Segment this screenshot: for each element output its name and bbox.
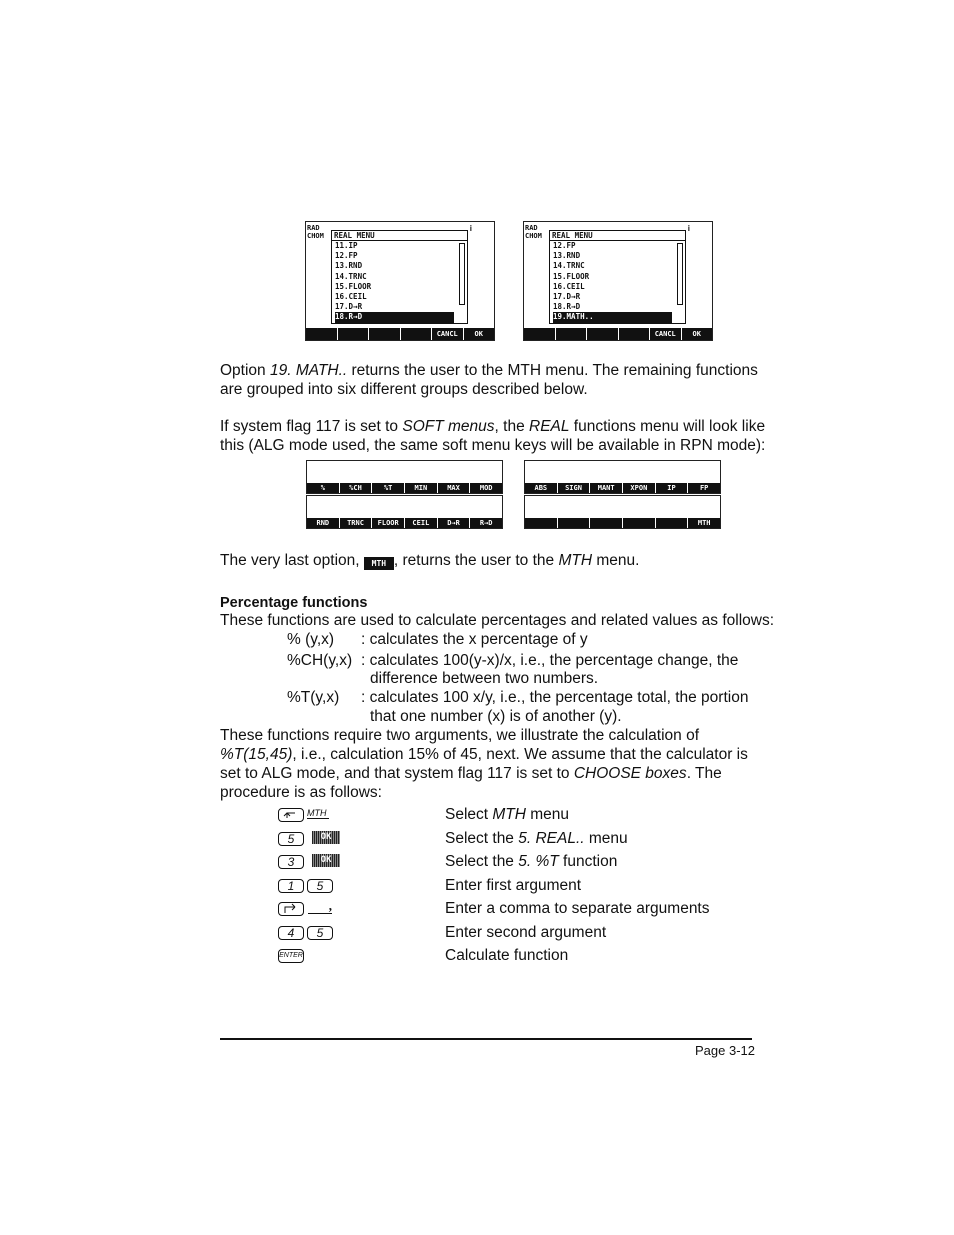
page-number: Page 3-12 xyxy=(695,1043,755,1058)
calc-screen-left xyxy=(305,221,495,341)
soft-key xyxy=(525,518,557,528)
step-7-text: Calculate function xyxy=(445,947,569,964)
mode-indicator: RAD CHOM xyxy=(307,224,324,240)
soft-key: MANT xyxy=(589,483,622,493)
scrollbar xyxy=(459,243,465,305)
def-desc: : calculates the x percentage of y xyxy=(361,631,588,648)
step-3-text: Select the 5. %T function xyxy=(445,853,618,870)
soft-key: FP xyxy=(687,483,720,493)
soft-key: IP xyxy=(655,483,688,493)
choose-box xyxy=(331,230,468,324)
menu-item: 12.FP xyxy=(335,251,358,261)
right-shift-key xyxy=(278,902,304,916)
ok-softkey: OK xyxy=(312,831,340,844)
comma-key-label: , xyxy=(308,901,332,914)
menu-item: 11.IP xyxy=(335,241,358,250)
soft-key: ABS xyxy=(534,484,548,492)
left-shift-icon xyxy=(279,809,303,821)
soft-menu-bar xyxy=(306,328,494,340)
paragraph-option-19: Option 19. MATH.. returns the user to the MTH menu. The remaining functions are grouped into six different groups described below. xyxy=(220,362,758,398)
soft-key: D→R xyxy=(437,518,470,528)
menu-item: 16.CEIL xyxy=(553,281,585,291)
soft-menu-bar xyxy=(524,328,712,340)
soft-key-cancel: CANCL xyxy=(649,328,681,340)
soft-key-empty xyxy=(524,328,555,340)
section-title: Percentage functions xyxy=(220,595,368,611)
soft-key: MOD xyxy=(469,483,502,493)
menu-item: 16.CEIL xyxy=(335,291,367,301)
def-fn: % (y,x) xyxy=(287,631,335,648)
key-5: 5 xyxy=(278,832,304,846)
menu-item: 15.FLOOR xyxy=(553,271,590,281)
soft-key-ok: OK xyxy=(463,328,495,340)
key-4: 4 xyxy=(278,926,304,940)
section-intro: These functions are used to calculate percentages and related values as follows: xyxy=(220,612,775,629)
menu-item: 13.RND xyxy=(335,261,363,271)
mth-softkey-icon: MTH xyxy=(364,557,394,570)
menu-item: 17.D→R xyxy=(335,302,363,312)
left-shift-key xyxy=(278,808,304,822)
step-2-text: Select the 5. REAL.. menu xyxy=(445,830,628,847)
soft-key: MIN xyxy=(404,483,437,493)
step-6-text: Enter second argument xyxy=(445,924,607,941)
menu-item: 18.R→D xyxy=(553,302,581,312)
step-4-text: Enter first argument xyxy=(445,877,582,894)
step-1-text: Select MTH menu xyxy=(445,806,570,823)
soft-key xyxy=(557,518,590,528)
enter-key: ENTER xyxy=(278,949,304,963)
soft-key: MAX xyxy=(437,483,470,493)
flag-indicator: i xyxy=(469,224,472,233)
footer-rule xyxy=(220,1038,752,1040)
ok-softkey: OK xyxy=(312,854,340,867)
soft-key: CEIL xyxy=(404,518,437,528)
key-1: 1 xyxy=(278,879,304,893)
menu-item: 15.FLOOR xyxy=(335,281,372,291)
choose-box-title: REAL MENU xyxy=(332,231,467,241)
soft-key-empty xyxy=(618,328,650,340)
soft-key: TRNC xyxy=(339,518,372,528)
soft-key: MTH xyxy=(687,518,720,528)
soft-menu-screen-b xyxy=(524,460,721,494)
soft-key xyxy=(589,518,622,528)
soft-key-ok: OK xyxy=(681,328,713,340)
menu-item: 19.MATH.. xyxy=(553,312,672,322)
step-5-text: Enter a comma to separate arguments xyxy=(445,900,710,917)
def-desc: : calculates 100(y-x)/x, i.e., the percentage change, the xyxy=(361,652,739,669)
soft-key: XPON xyxy=(622,483,655,493)
paragraph-example: These functions require two arguments, we illustrate the calculation of %T(15,45), i.e., calculation 15% of 45, next. We assume that the calculator is set to ALG mode, and that system flag 117 is set to CHOOSE boxes. The procedure is as follows: xyxy=(220,727,748,801)
paragraph-flag-117: If system flag 117 is set to SOFT menus, the REAL functions menu will look like this (ALG mode used, the same soft menu keys will be available in RPN mode): xyxy=(220,418,766,454)
def-desc-cont: that one number (x) is of another (y). xyxy=(370,708,622,725)
soft-key-empty xyxy=(555,328,587,340)
mode-indicator: RAD CHOM xyxy=(525,224,542,240)
def-fn: %CH(y,x) xyxy=(287,652,353,669)
soft-key xyxy=(622,518,655,528)
soft-menu-screen-d xyxy=(524,495,721,529)
soft-key: %T xyxy=(371,483,404,493)
key-5: 5 xyxy=(307,926,333,940)
paragraph-last-option: The very last option, MTH , returns the user to the MTH menu. xyxy=(220,552,640,569)
soft-key-empty xyxy=(586,328,618,340)
flag-indicator: i xyxy=(687,224,690,233)
menu-item: 17.D→R xyxy=(553,291,581,301)
choose-box-title: REAL MENU xyxy=(550,231,685,241)
scrollbar xyxy=(677,243,683,305)
soft-key: RND xyxy=(316,519,330,527)
key-3: 3 xyxy=(278,855,304,869)
menu-item: 14.TRNC xyxy=(335,271,367,281)
soft-key-empty xyxy=(306,328,337,340)
def-fn: %T(y,x) xyxy=(287,689,340,706)
right-shift-icon xyxy=(279,903,303,915)
def-desc-cont: difference between two numbers. xyxy=(370,670,599,687)
mth-key-label: MTH xyxy=(307,808,329,819)
menu-item: 14.TRNC xyxy=(553,261,585,271)
soft-key: R→D xyxy=(469,518,502,528)
soft-key-cancel: CANCL xyxy=(431,328,463,340)
menu-item: 18.R→D xyxy=(335,312,454,322)
soft-key: FLOOR xyxy=(371,518,404,528)
def-desc: : calculates 100 x/y, i.e., the percentage total, the portion xyxy=(361,689,749,706)
menu-item: 12.FP xyxy=(553,241,576,250)
soft-key: % xyxy=(320,484,325,492)
soft-key-empty xyxy=(337,328,369,340)
soft-key-empty xyxy=(400,328,432,340)
menu-item: 13.RND xyxy=(553,251,581,261)
soft-key-empty xyxy=(368,328,400,340)
soft-key: SIGN xyxy=(557,483,590,493)
calc-screen-right xyxy=(523,221,713,341)
soft-menu-screen-a xyxy=(306,460,503,494)
soft-key xyxy=(655,518,688,528)
key-5: 5 xyxy=(307,879,333,893)
choose-box xyxy=(549,230,686,324)
soft-key: %CH xyxy=(339,483,372,493)
soft-menu-screen-c xyxy=(306,495,503,529)
